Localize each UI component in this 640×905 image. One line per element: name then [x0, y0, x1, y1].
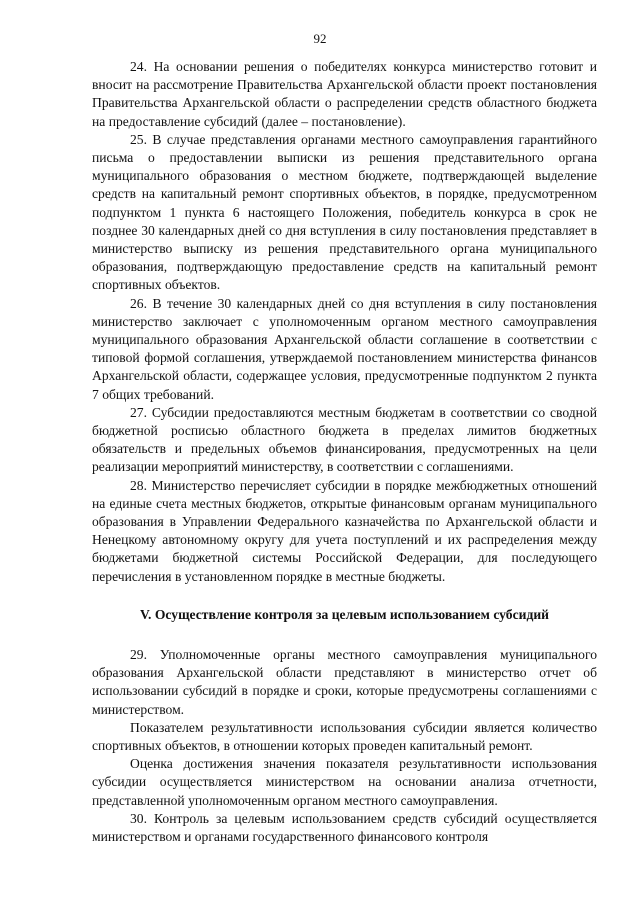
paragraph-30: 30. Контроль за целевым использованием средств субсидий осуществляется министерством и органами государственного финансового контроля [92, 810, 597, 844]
paragraph-28: 28. Министерство перечисляет субсидии в порядке межбюджетных отношений на единые счета местных бюджетов, открытые финансовым органам муниципального образования в Управлении Федерального казначейства по Архангельской области и Ненецкому автономному округу для учета поступлений и их распределения между бюджетами бюджетной системы Российской Федерации, для последующего перечисления в установленном порядке в местные бюджеты. [92, 477, 597, 584]
paragraph-25: 25. В случае представления органами местного самоуправления гарантийного письма о предоставлении выписки из решения представительного органа муниципального образования о местном бюджете, подтверждающей выделение средств на капитальный ремонт спортивных объектов, в порядке, предусмотренном подпунктом 1 пункта 6 настоящего Положения, победитель конкурса в срок не позднее 30 календарных дней со дня вступления в силу постановления представляет в министерство выписку из решения представительного органа муниципального образования, подтверждающую предоставление средств на капитальный ремонт спортивных объектов. [92, 131, 597, 293]
paragraph-evaluation: Оценка достижения значения показателя результативности использования субсидии осуществляется министерством на основании анализа отчетности, представленной уполномоченным органом местного самоуправления. [92, 756, 597, 808]
page-number: 92 [313, 31, 327, 46]
section-heading: V. Осуществление контроля за целевым использованием субсидий [139, 606, 549, 622]
paragraph-indicator: Показателем результативности использования субсидии является количество спортивных объектов, в отношении которых проведен капитальный ремонт. [92, 719, 597, 753]
paragraph-27: 27. Субсидии предоставляются местным бюджетам в соответствии со сводной бюджетной росписью областного бюджета в пределах лимитов бюджетных обязательств и предельных объемов финансирования, предусмотренных на цели реализации мероприятий министерству, в соответствии с соглашениями. [92, 404, 597, 475]
paragraph-24: 24. На основании решения о победителях конкурса министерство готовит и вносит на рассмотрение Правительства Архангельской области проект постановления Правительства Архангельской области о распределении средств областного бюджета на предоставление субсидий (далее – постановление). [92, 59, 597, 129]
paragraph-26: 26. В течение 30 календарных дней со дня вступления в силу постановления министерство заключает с уполномоченным органом местного самоуправления муниципального образования Архангельской области соглашение в соответствии с типовой формой соглашения, утверждаемой постановлением министерства финансов Архангельской области, содержащее условия, предусмотренные подпунктом 2 пункта 7 общих требований. [92, 295, 597, 402]
document-body [92, 58, 597, 846]
paragraph-29: 29. Уполномоченные органы местного самоуправления муниципального образования Архангельской области представляют в министерство отчет об использовании субсидий в порядке и сроки, которые предусмотрены соглашениями с министерством. [92, 646, 597, 717]
